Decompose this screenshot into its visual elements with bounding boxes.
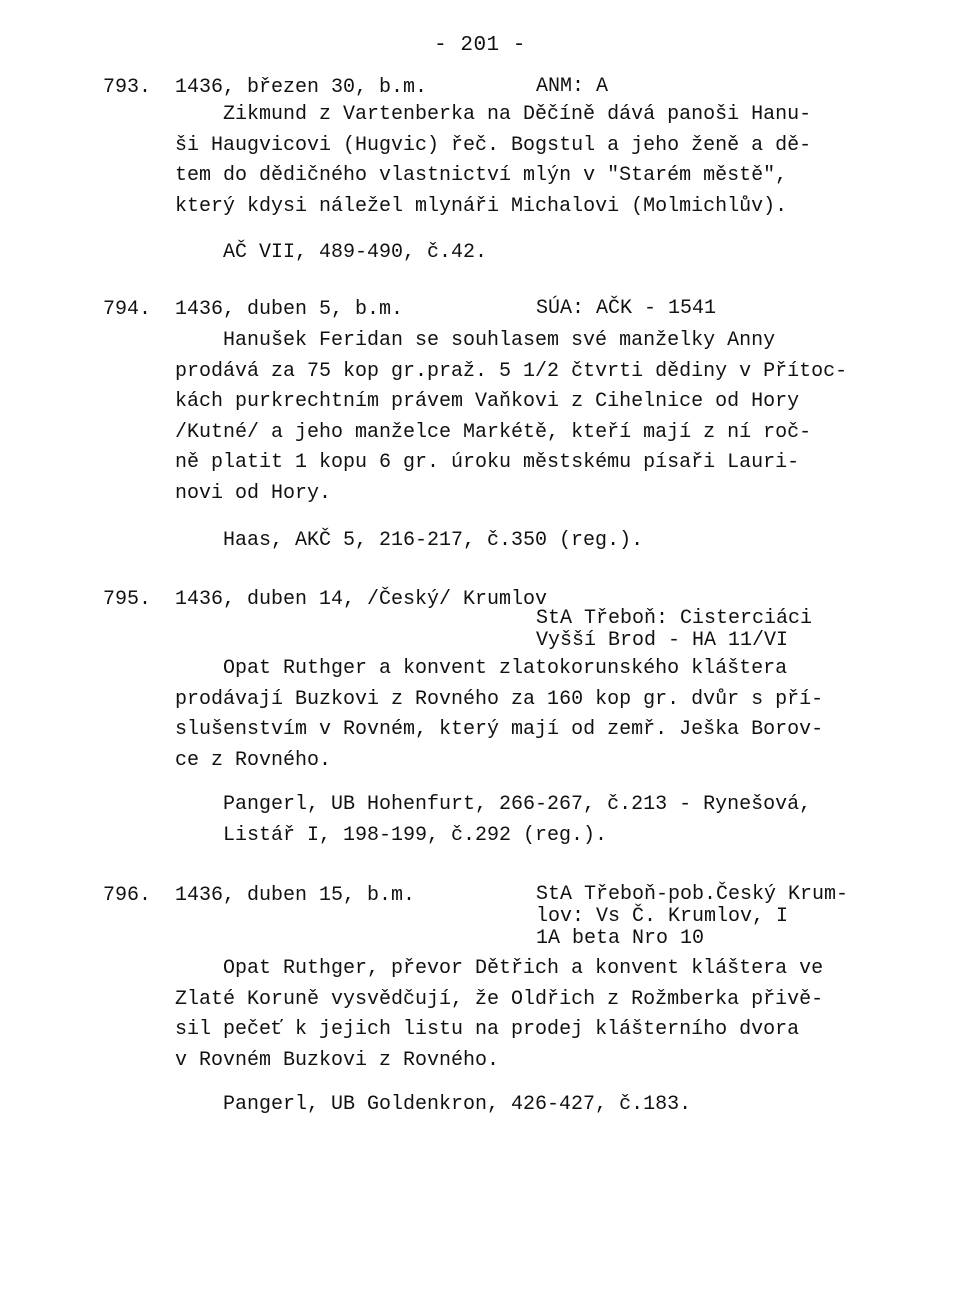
regest-text bbox=[175, 654, 855, 776]
citation bbox=[223, 526, 643, 557]
citation-line: Listář I, 198-199, č.292 (reg.). bbox=[223, 823, 608, 847]
text-line: novi od Hory. bbox=[175, 481, 332, 505]
archive-line: 1A beta Nro 10 bbox=[536, 927, 705, 950]
entry-date: 1436, duben 15, b.m. bbox=[175, 884, 416, 907]
text-line: ši Haugvicovi (Hugvic) řeč. Bogstul a jeho ženě a dě- bbox=[175, 133, 812, 157]
entry-number: 796. bbox=[103, 884, 152, 907]
citation bbox=[223, 790, 811, 851]
entry-number: 795. bbox=[103, 588, 152, 611]
citation-line: Pangerl, UB Goldenkron, 426-427, č.183. bbox=[223, 1093, 692, 1116]
text-line: sil pečeť k jejich listu na prodej klášterního dvora bbox=[175, 1018, 800, 1041]
citation-line: AČ VII, 489-490, č.42. bbox=[223, 241, 488, 264]
regest-text bbox=[175, 954, 855, 1076]
citation bbox=[223, 1090, 691, 1121]
entry-date: 1436, březen 30, b.m. bbox=[175, 76, 428, 99]
text-line: tem do dědičného vlastnictví mlýn v "Starém městě", bbox=[175, 164, 788, 187]
text-line: prodává za 75 kop gr.praž. 5 1/2 čtvrti dědiny v Přítoc- bbox=[175, 359, 848, 383]
text-line: kách purkrechtním právem Vaňkovi z Cihelnice od Hory bbox=[175, 390, 800, 413]
citation-line: Pangerl, UB Hohenfurt, 266-267, č.213 - Rynešová, bbox=[223, 793, 812, 816]
text-line: prodávají Buzkovi z Rovného za 160 kop gr. dvůr s pří- bbox=[175, 687, 824, 711]
text-line: ně platit 1 kopu 6 gr. úroku městskému písaři Lauri- bbox=[175, 451, 800, 474]
entry-date: 1436, duben 14, /Český/ Krumlov bbox=[175, 588, 548, 611]
archive-reference bbox=[536, 884, 848, 950]
text-line: Opat Ruthger, převor Dětřich a konvent kláštera ve bbox=[223, 957, 824, 980]
archive-line: StA Třeboň: Cisterciáci bbox=[536, 607, 813, 630]
text-line: Hanušek Feridan se souhlasem své manželky Anny bbox=[223, 329, 776, 352]
page-number: - 201 - bbox=[434, 34, 526, 57]
archive-line: SÚA: AČK - 1541 bbox=[536, 297, 717, 320]
entry-date: 1436, duben 5, b.m. bbox=[175, 298, 404, 321]
regest-text bbox=[175, 100, 855, 222]
archive-line: lov: Vs Č. Krumlov, I bbox=[536, 905, 789, 928]
text-line: Opat Ruthger a konvent zlatokorunského kláštera bbox=[223, 657, 788, 680]
archive-line: Vyšší Brod - HA 11/VI bbox=[536, 629, 789, 652]
text-line: který kdysi náležel mlynáři Michalovi (Molmichlův). bbox=[175, 194, 788, 218]
text-line: slušenstvím v Rovném, který mají od zemř. Ješka Borov- bbox=[175, 718, 824, 741]
entry-number: 794. bbox=[103, 298, 152, 321]
archive-reference bbox=[536, 76, 608, 98]
text-line: /Kutné/ a jeho manželce Markétě, kteří mají z ní roč- bbox=[175, 420, 812, 444]
text-line: v Rovném Buzkovi z Rovného. bbox=[175, 1048, 500, 1072]
archive-reference bbox=[536, 298, 716, 320]
text-line: ce z Rovného. bbox=[175, 748, 332, 772]
regest-text bbox=[175, 326, 855, 509]
archive-reference bbox=[536, 608, 812, 652]
archive-line: ANM: A bbox=[536, 75, 609, 98]
citation bbox=[223, 238, 487, 269]
text-line: Zikmund z Vartenberka na Děčíně dává panoši Hanu- bbox=[223, 103, 812, 126]
text-line: Zlaté Koruně vysvědčují, že Oldřich z Rožmberka přivě- bbox=[175, 987, 824, 1011]
citation-line: Haas, AKČ 5, 216-217, č.350 (reg.). bbox=[223, 529, 644, 552]
archive-line: StA Třeboň-pob.Český Krum- bbox=[536, 883, 849, 906]
entry-number: 793. bbox=[103, 76, 152, 99]
